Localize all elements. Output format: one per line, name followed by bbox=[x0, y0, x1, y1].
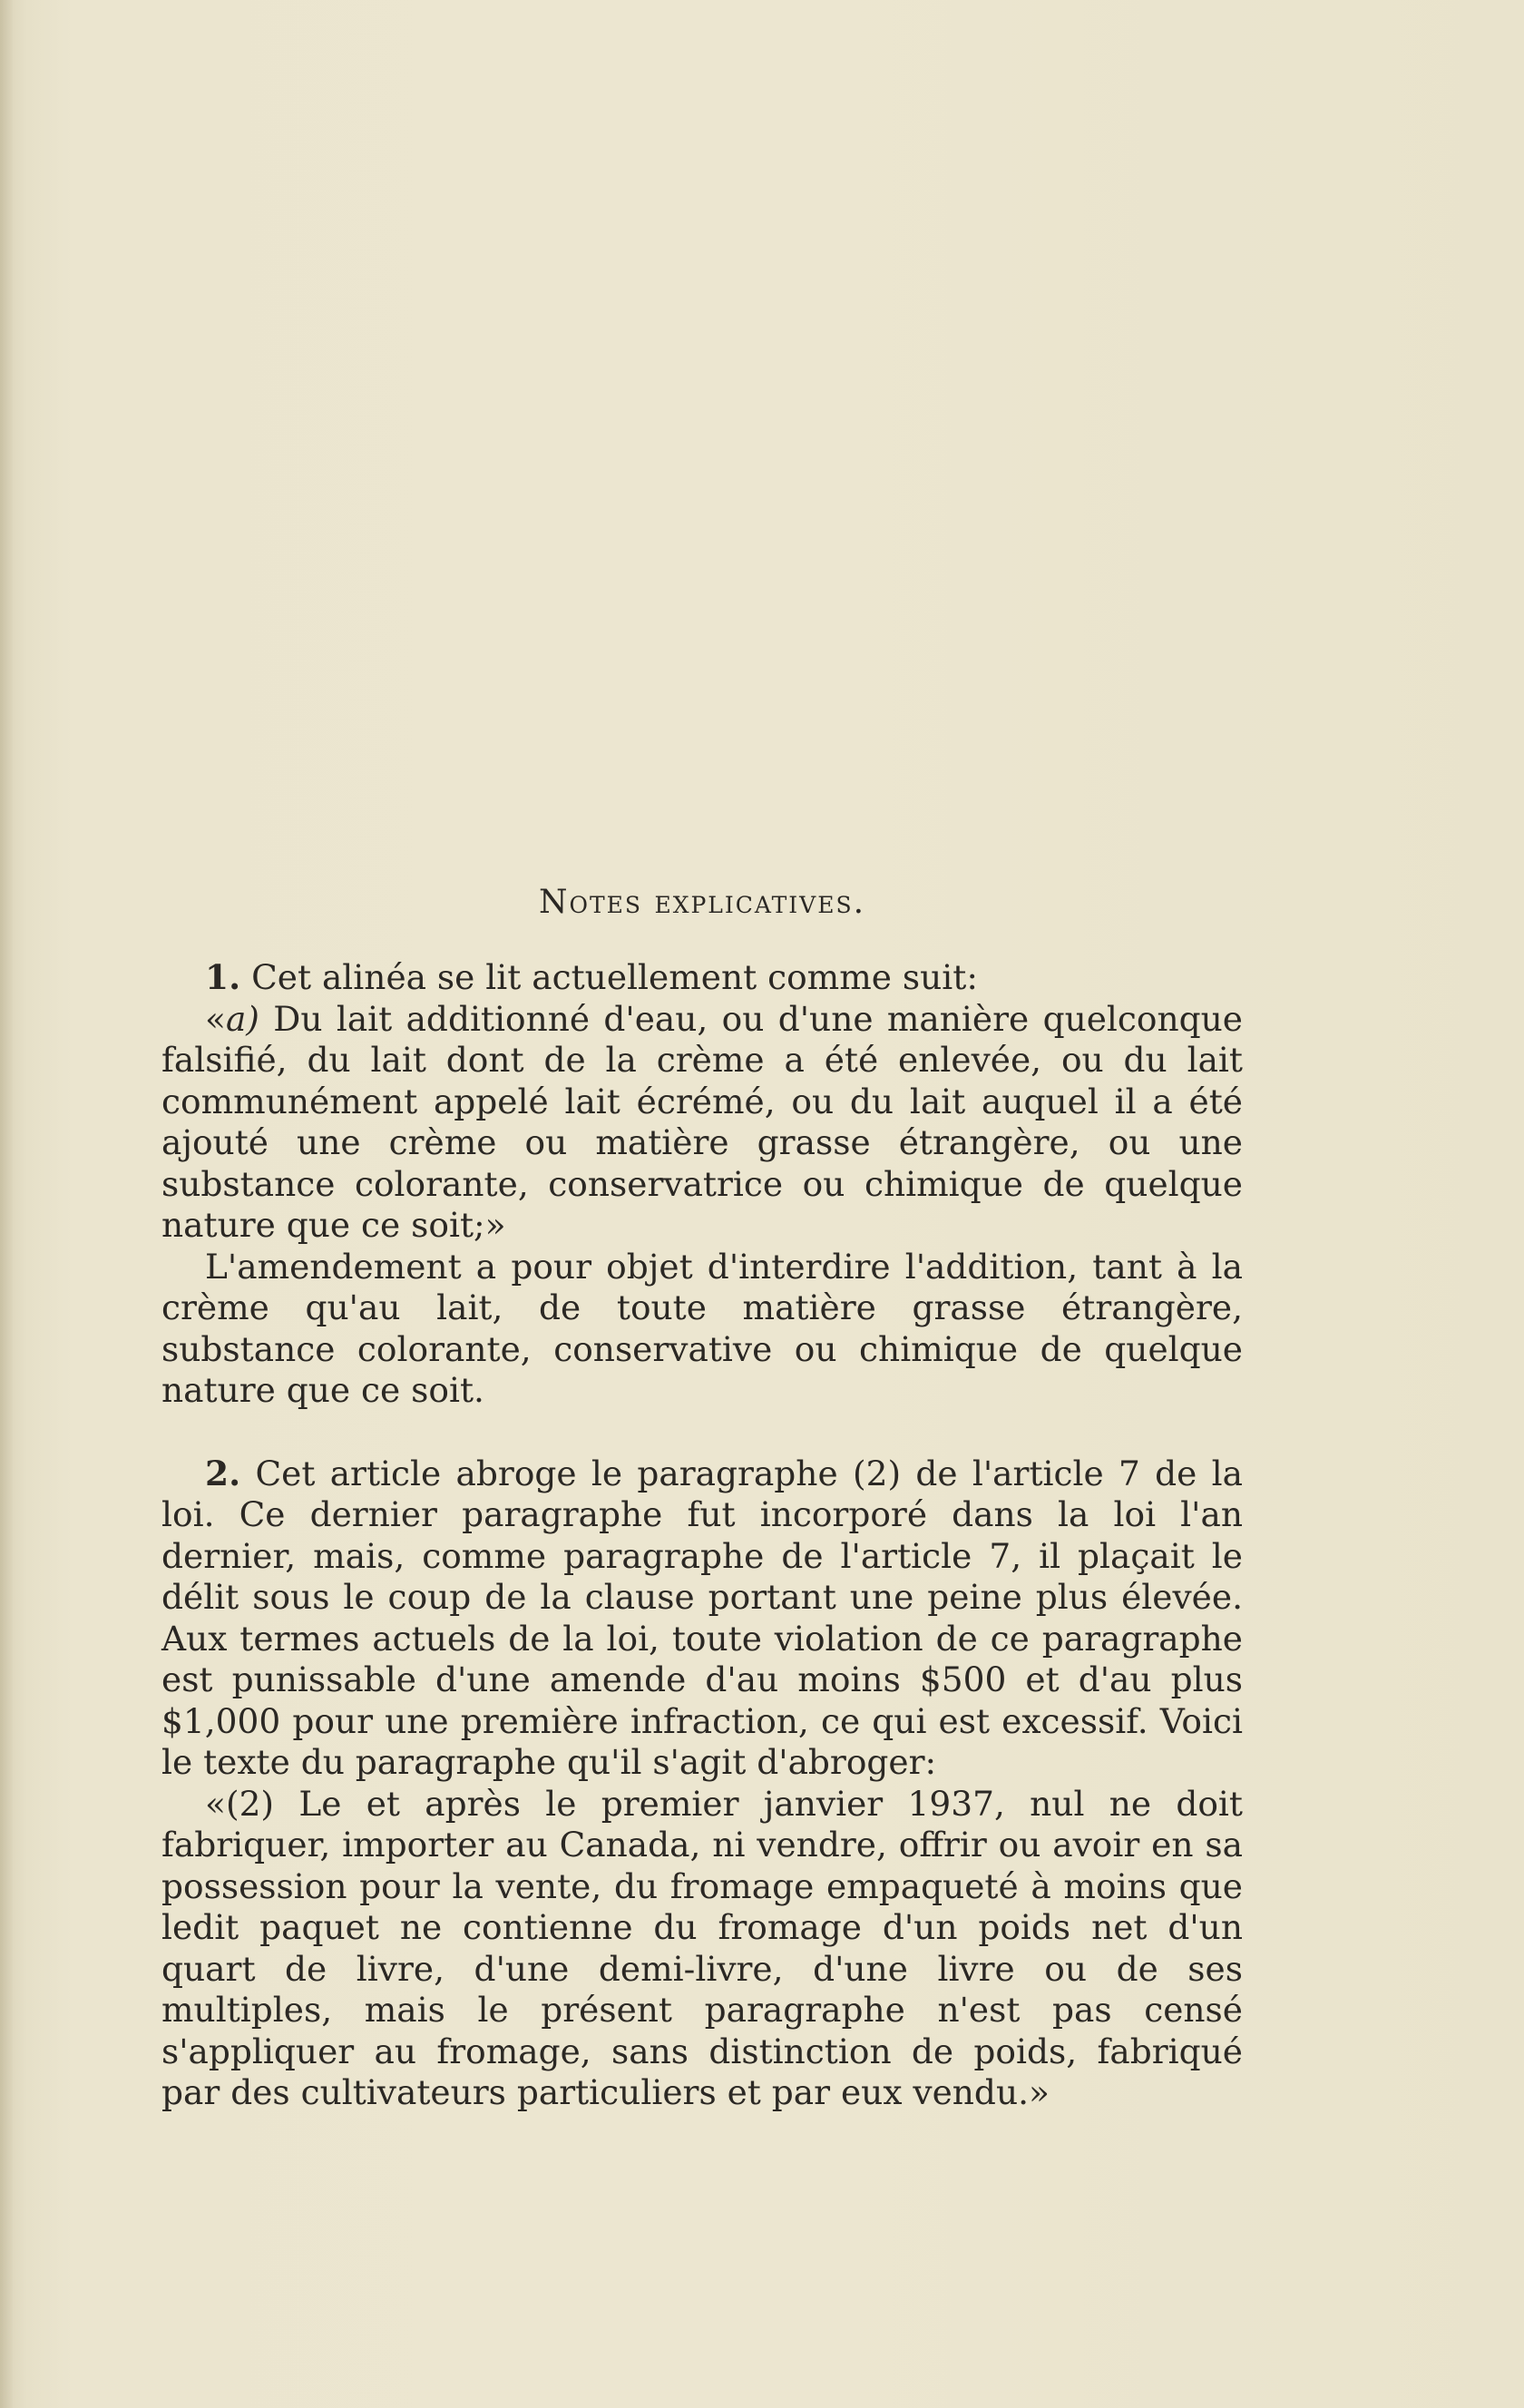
note-2-quote: «(2) Le et après le premier janvier 1937, nul ne doit fabriquer, importer au Canada, ni vendre, offrir ou avoir en sa possession pour la vente, du fromage empaqueté à moins que ledit paquet ne contienne du fromage d'un poids net d'un quart de livre, d'une demi-livre, d'une livre ou de ses multiples, mais le présent paragraphe n'est pas censé s'appliquer au fromage, sans distinction de poids, fabriqué par des cultivateurs particuliers et par eux vendu.» bbox=[161, 1783, 1243, 2112]
note-2-intro-text: Cet article abroge le paragraphe (2) de l'article 7 de la loi. Ce dernier paragraphe fut incorporé dans la loi l'an dernier, mais, comme paragraphe de l'article 7, il plaçait le délit sous le coup de la clause portant une peine plus élevée. Aux termes actuels de la loi, toute violation de ce paragraphe est punissable d'une amende d'au moins $500 et d'au plus $1,000 pour une première infraction, ce qui est excessif. Voici le texte du paragraphe qu'il s'agit d'abroger: bbox=[161, 1453, 1243, 1782]
note-1-explanation: L'amendement a pour objet d'interdire l'addition, tant à la crème qu'au lait, de toute matière grasse étrangère, substance colorante, conservative ou chimique de quelque nature que ce soit. bbox=[161, 1246, 1243, 1410]
note-2-number: 2. bbox=[205, 1453, 241, 1493]
note-1-intro bbox=[161, 957, 1243, 999]
page-edge bbox=[0, 0, 13, 2408]
note-1-quote-open: « bbox=[205, 998, 226, 1039]
note-spacer bbox=[161, 1412, 1243, 1454]
note-1-number: 1. bbox=[205, 957, 241, 997]
note-2 bbox=[161, 1454, 1243, 2114]
note-1 bbox=[161, 957, 1243, 1412]
note-1-intro-text: Cet alinéa se lit actuellement comme suit: bbox=[251, 957, 978, 997]
explanatory-notes bbox=[161, 885, 1243, 2114]
note-1-quote-label: a) bbox=[225, 998, 259, 1039]
note-1-quote-text: Du lait additionné d'eau, ou d'une manière quelconque falsifié, du lait dont de la crème a été enlevée, ou du lait communément appelé lait écrémé, ou du lait auquel il a été ajouté une crème ou matière grasse étrangère, ou une substance colorante, conservatrice ou chimique de quelque nature que ce soit;» bbox=[161, 998, 1243, 1245]
note-2-intro bbox=[161, 1454, 1243, 1784]
page-heading: Notes explicatives. bbox=[538, 884, 866, 921]
note-1-quote bbox=[161, 999, 1243, 1247]
